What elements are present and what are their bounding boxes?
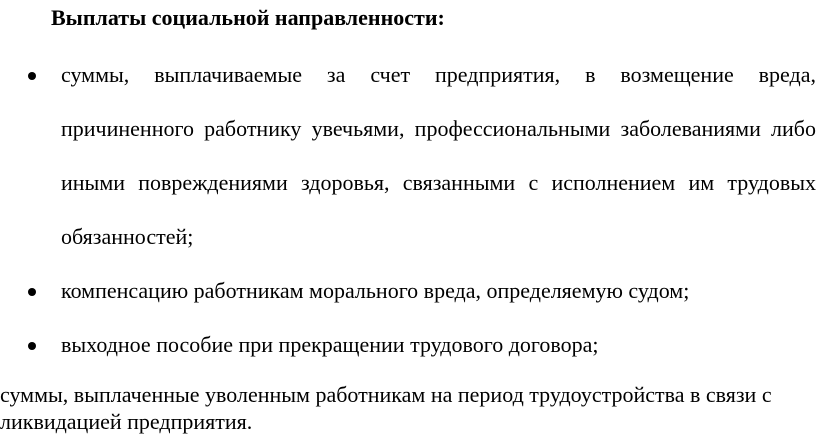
section-heading: Выплаты социальной направленности: — [51, 5, 445, 30]
bullet-icon — [28, 288, 36, 296]
bullet-icon — [28, 342, 36, 350]
list-item — [28, 318, 816, 372]
list-item — [28, 264, 816, 318]
list-item — [28, 48, 816, 264]
list-item-text: компенсацию работникам морального вреда, определяемую судом; — [61, 278, 690, 303]
list-item-text: выходное пособие при прекращении трудового договора; — [61, 332, 599, 357]
closing-paragraph: суммы, выплаченные уволенным работникам на период трудоустройства в связи с ликвидацией предприятия. — [0, 382, 772, 434]
list-item-text: суммы, выплачиваемые за счет предприятия, в возмещение вреда, причиненного работнику увечьями, профессиональными заболеваниями либо иными повреждениями здоровья, связанными с исполнением им трудовых обязанностей; — [61, 62, 816, 249]
bullet-icon — [28, 72, 36, 80]
